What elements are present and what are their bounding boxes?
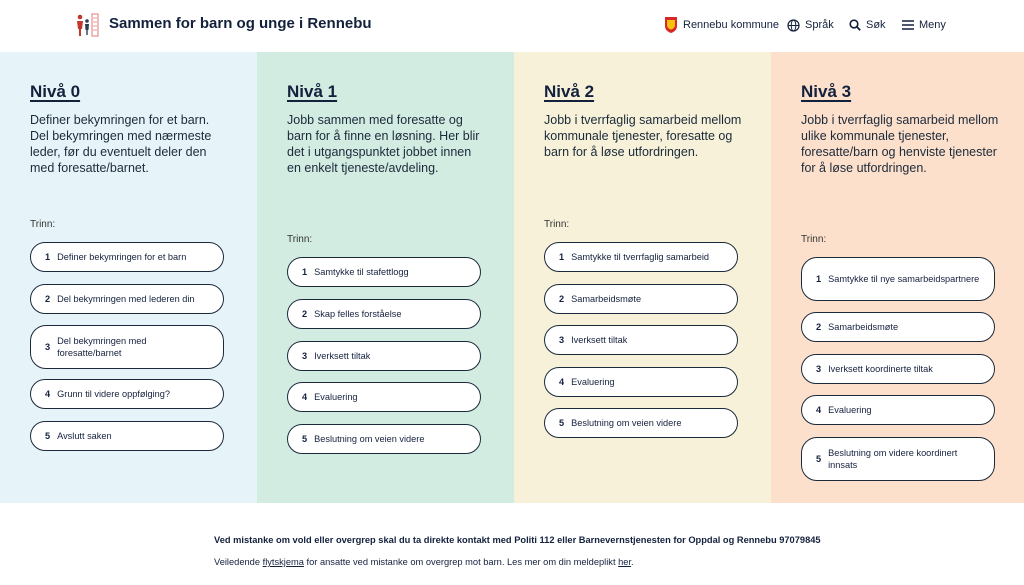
- level-title[interactable]: Nivå 3: [801, 82, 852, 101]
- step-label: Samarbeidsmøte: [571, 293, 642, 304]
- step-label: Evaluering: [571, 376, 615, 387]
- step-label: Beslutning om veien videre: [571, 417, 682, 428]
- search-button[interactable]: [849, 14, 886, 36]
- step-button[interactable]: [801, 437, 995, 481]
- step-button[interactable]: [801, 257, 995, 301]
- step-label: Del bekymringen med lederen din: [57, 293, 195, 304]
- step-number: 5: [45, 430, 51, 441]
- meldeplikt-link[interactable]: her: [618, 557, 632, 567]
- menu-button[interactable]: [902, 14, 946, 36]
- level-title[interactable]: Nivå 1: [287, 82, 338, 101]
- step-number: 1: [302, 266, 308, 277]
- level-title[interactable]: Nivå 2: [544, 82, 595, 101]
- hamburger-icon: [902, 20, 914, 30]
- step-label: Samtykke til tverrfaglig samarbeid: [571, 251, 709, 262]
- step-number: 2: [559, 293, 565, 304]
- trinn-label: Trinn:: [544, 219, 570, 230]
- step-label: Iverksett tiltak: [314, 350, 371, 361]
- step-button[interactable]: [30, 284, 224, 314]
- step-label: Evaluering: [828, 404, 872, 415]
- step-button[interactable]: [287, 424, 481, 454]
- step-label: Samtykke til nye samarbeidspartnere: [828, 273, 980, 284]
- step-number: 3: [816, 363, 822, 374]
- level-3-column: [771, 52, 1024, 503]
- level-description: Jobb i tverrfaglig samarbeid mellom kommunale tjenester, foresatte og barn for å løse utfordringen.: [544, 113, 742, 159]
- step-number: 4: [302, 391, 308, 402]
- family-logo-icon[interactable]: [75, 12, 101, 38]
- emergency-warning: Ved mistanke om vold eller overgrep skal du ta direkte kontakt med Politi 112 eller Barnevernstjenesten for Oppdal og Rennebu 97079845: [214, 535, 821, 545]
- step-button[interactable]: [544, 242, 738, 272]
- step-button[interactable]: [801, 395, 995, 425]
- step-label: Beslutning om videre koordinert innsats: [828, 447, 958, 470]
- trinn-label: Trinn:: [287, 234, 313, 245]
- flytskjema-link[interactable]: flytskjema: [262, 557, 304, 567]
- trinn-label: Trinn:: [30, 219, 56, 230]
- step-button[interactable]: [30, 421, 224, 451]
- step-label: Samtykke til stafettlogg: [314, 266, 409, 277]
- step-number: 2: [45, 293, 51, 304]
- step-label: Grunn til videre oppfølging?: [57, 388, 170, 399]
- search-icon: [849, 19, 861, 31]
- search-label: Søk: [866, 19, 886, 31]
- step-button[interactable]: [544, 284, 738, 314]
- step-number: 1: [559, 251, 565, 262]
- step-button[interactable]: [801, 312, 995, 342]
- step-number: 3: [302, 350, 308, 361]
- site-header: [0, 0, 1024, 52]
- step-number: 4: [559, 376, 565, 387]
- step-button[interactable]: [30, 379, 224, 409]
- step-button[interactable]: [287, 341, 481, 371]
- step-number: 4: [816, 404, 822, 415]
- step-label: Beslutning om veien videre: [314, 433, 425, 444]
- step-number: 1: [45, 251, 51, 262]
- step-label: Avslutt saken: [57, 430, 112, 441]
- step-label: Skap felles forståelse: [314, 308, 402, 319]
- step-label: Definer bekymringen for et barn: [57, 251, 187, 262]
- step-label: Del bekymringen med foresatte/barnet: [57, 335, 147, 358]
- step-number: 5: [302, 433, 308, 444]
- rennebu-kommune-link[interactable]: [664, 14, 779, 36]
- coat-of-arms-icon: [664, 16, 678, 34]
- footer-info: [214, 557, 634, 567]
- footer-text-middle: for ansatte ved mistanke om overgrep mot barn. Les mer om din meldeplikt: [303, 557, 619, 567]
- step-button[interactable]: [287, 257, 481, 287]
- step-button[interactable]: [287, 382, 481, 412]
- step-number: 3: [45, 341, 51, 352]
- menu-label: Meny: [919, 19, 946, 31]
- globe-icon: [787, 19, 800, 32]
- step-button[interactable]: [544, 367, 738, 397]
- step-number: 2: [816, 321, 822, 332]
- step-label: Evaluering: [314, 391, 358, 402]
- site-title[interactable]: Sammen for barn og unge i Rennebu: [109, 15, 372, 32]
- step-label: Iverksett koordinerte tiltak: [828, 363, 933, 374]
- step-button[interactable]: [30, 325, 224, 369]
- step-number: 5: [559, 417, 565, 428]
- language-button[interactable]: [787, 14, 834, 36]
- step-button[interactable]: [544, 408, 738, 438]
- step-label: Iverksett tiltak: [571, 334, 628, 345]
- step-number: 1: [816, 273, 822, 284]
- level-description: Jobb sammen med foresatte og barn for å finne en løsning. Her blir det i utgangspunktet jobbet innen en enkelt tjeneste/avdeling.: [287, 113, 480, 175]
- step-button[interactable]: [801, 354, 995, 384]
- step-label: Samarbeidsmøte: [828, 321, 899, 332]
- level-2-column: [514, 52, 771, 503]
- rennebu-kommune-label: Rennebu kommune: [683, 19, 780, 31]
- step-number: 2: [302, 308, 308, 319]
- language-label: Språk: [805, 19, 834, 31]
- level-0-column: [0, 52, 257, 503]
- level-1-column: [257, 52, 514, 503]
- trinn-label: Trinn:: [801, 234, 827, 245]
- step-number: 5: [816, 453, 822, 464]
- footer-text-after: .: [631, 557, 634, 567]
- level-title[interactable]: Nivå 0: [30, 82, 81, 101]
- level-description: Jobb i tverrfaglig samarbeid mellom ulike kommunale tjenester, foresatte/barn og henviste tjenester for å løse utfordringen.: [801, 113, 999, 175]
- level-description: Definer bekymringen for et barn. Del bekymringen med nærmeste leder, før du eventuelt deler den med foresatte/barnet.: [30, 113, 212, 175]
- step-button[interactable]: [544, 325, 738, 355]
- step-button[interactable]: [30, 242, 224, 272]
- step-number: 3: [559, 334, 565, 345]
- step-button[interactable]: [287, 299, 481, 329]
- step-number: 4: [45, 388, 51, 399]
- footer-text-before: Veiledende: [214, 557, 263, 567]
